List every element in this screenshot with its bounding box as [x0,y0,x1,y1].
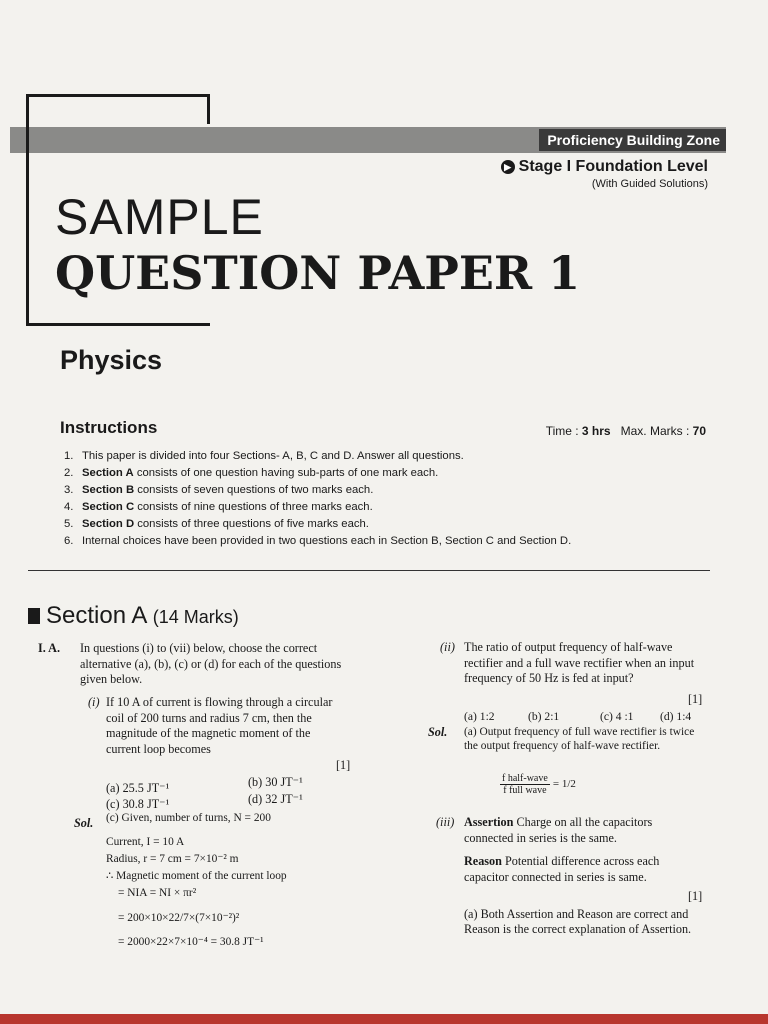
title-frame-bottom [26,323,210,326]
marks-label: Max. Marks : [620,424,693,438]
bottom-edge-strip [0,1014,768,1024]
solution-line: Radius, r = 7 cm = 7×10⁻² m [106,853,239,865]
title-frame-left [26,94,29,326]
solution-line: Current, I = 10 A [106,836,185,848]
stage-text: Stage I Foundation Level [518,158,708,175]
play-circle-icon: ▶ [501,160,515,174]
solution-line: = 200×10×22/7×(7×10⁻²)² [118,912,240,924]
option-d: (d) 1:4 [660,710,692,723]
instruction-item: 3. Section B consists of seven questions of two marks each. [64,484,374,496]
subq-iii-number: (iii) [436,815,455,829]
subq-ii-text: The ratio of output frequency of half-wave rectifier and a full wave rectifier when an input frequency of 50 Hz is fed at input? [464,640,695,685]
subq-ii-number: (ii) [440,640,455,654]
fraction-result: = 1/2 [552,777,576,790]
title-question-paper: QUESTION PAPER 1 [55,246,581,300]
solution-line: ∴ Magnetic moment of the current loop [106,870,287,882]
fraction-denominator: f full wave [503,785,547,796]
frequency-ratio [500,773,576,796]
instructions-list [64,448,604,550]
instruction-item: 2. Section A consists of one question having sub-parts of one mark each. [64,467,439,479]
fraction-numerator: f half-wave [502,773,548,784]
option-a: (a) 1:2 [464,710,495,723]
subq-i-text: If 10 A of current is flowing through a circular coil of 200 turns and radius 7 cm, then the magnitude of the magnetic moment of the current loop becomes [106,695,333,756]
section-title: Section A [46,602,147,629]
solution-label: Sol. [74,816,94,830]
assertion [464,815,698,846]
subject-title: Physics [60,345,163,375]
subq-iii-mark: [1] [688,889,703,903]
zone-bar [10,127,726,153]
section-heading [28,602,239,630]
solution-text: (a) Output frequency of full wave rectifier is twice the output frequency of half-wave rectifier. [464,726,695,752]
reason-label: Reason [464,854,502,868]
solution-line: (c) Given, number of turns, N = 200 [106,812,271,824]
option-a: (a) 25.5 JT⁻¹ [106,781,170,795]
title-frame-top [26,94,210,97]
section-marks: (14 Marks) [152,607,239,627]
guided-label: (With Guided Solutions) [591,178,708,190]
fraction [500,773,550,796]
reason-text: Potential difference across each capacitor connected in series is same. [464,854,660,884]
subq-i-number: (i) [88,695,100,709]
solution-line: = NIA = NI × πr² [118,887,197,899]
solution-line: = 2000×22×7×10⁻⁴ = 30.8 JT⁻¹ [118,936,264,948]
question-number: I. A. [38,641,61,655]
option-c: (c) 4 :1 [600,710,634,723]
instruction-item: 1. This paper is divided into four Sections- A, B, C and D. Answer all questions. [64,450,464,462]
option-a: (a) Both Assertion and Reason are correct and Reason is the correct explanation of Assertion. [464,907,692,936]
stage-label [501,158,708,176]
instruction-item: 5. Section D consists of three questions of five marks each. [64,518,369,530]
zone-label: Proficiency Building Zone [539,129,726,151]
marks-value: 70 [692,424,706,438]
time-label: Time : [545,424,582,438]
question-intro: In questions (i) to (vii) below, choose the correct alternative (a), (b), (c) or (d) for each of the questions given below. [80,641,342,686]
title-sample: SAMPLE [55,189,264,245]
title-frame-tick [207,94,210,124]
assertion-label: Assertion [464,815,514,829]
subq-i-mark: [1] [336,758,351,772]
option-d: (d) 32 JT⁻¹ [248,792,303,806]
assertion-text: Charge on all the capacitors connected in series is the same. [464,815,653,845]
divider [28,570,710,571]
option-b: (b) 30 JT⁻¹ [248,775,303,789]
instructions-heading: Instructions [60,418,158,437]
option-b: (b) 2:1 [528,710,560,723]
time-marks [546,424,706,438]
reason [464,854,694,885]
time-value: 3 hrs [581,424,611,438]
option-c: (c) 30.8 JT⁻¹ [106,797,170,811]
instruction-item: 6. Internal choices have been provided in two questions each in Section B, Section C and Section D. [64,535,572,547]
solution-label: Sol. [428,725,448,739]
instruction-item: 4. Section C consists of nine questions of three marks each. [64,501,373,513]
square-bullet-icon [28,608,40,624]
subq-ii-mark: [1] [688,692,703,706]
